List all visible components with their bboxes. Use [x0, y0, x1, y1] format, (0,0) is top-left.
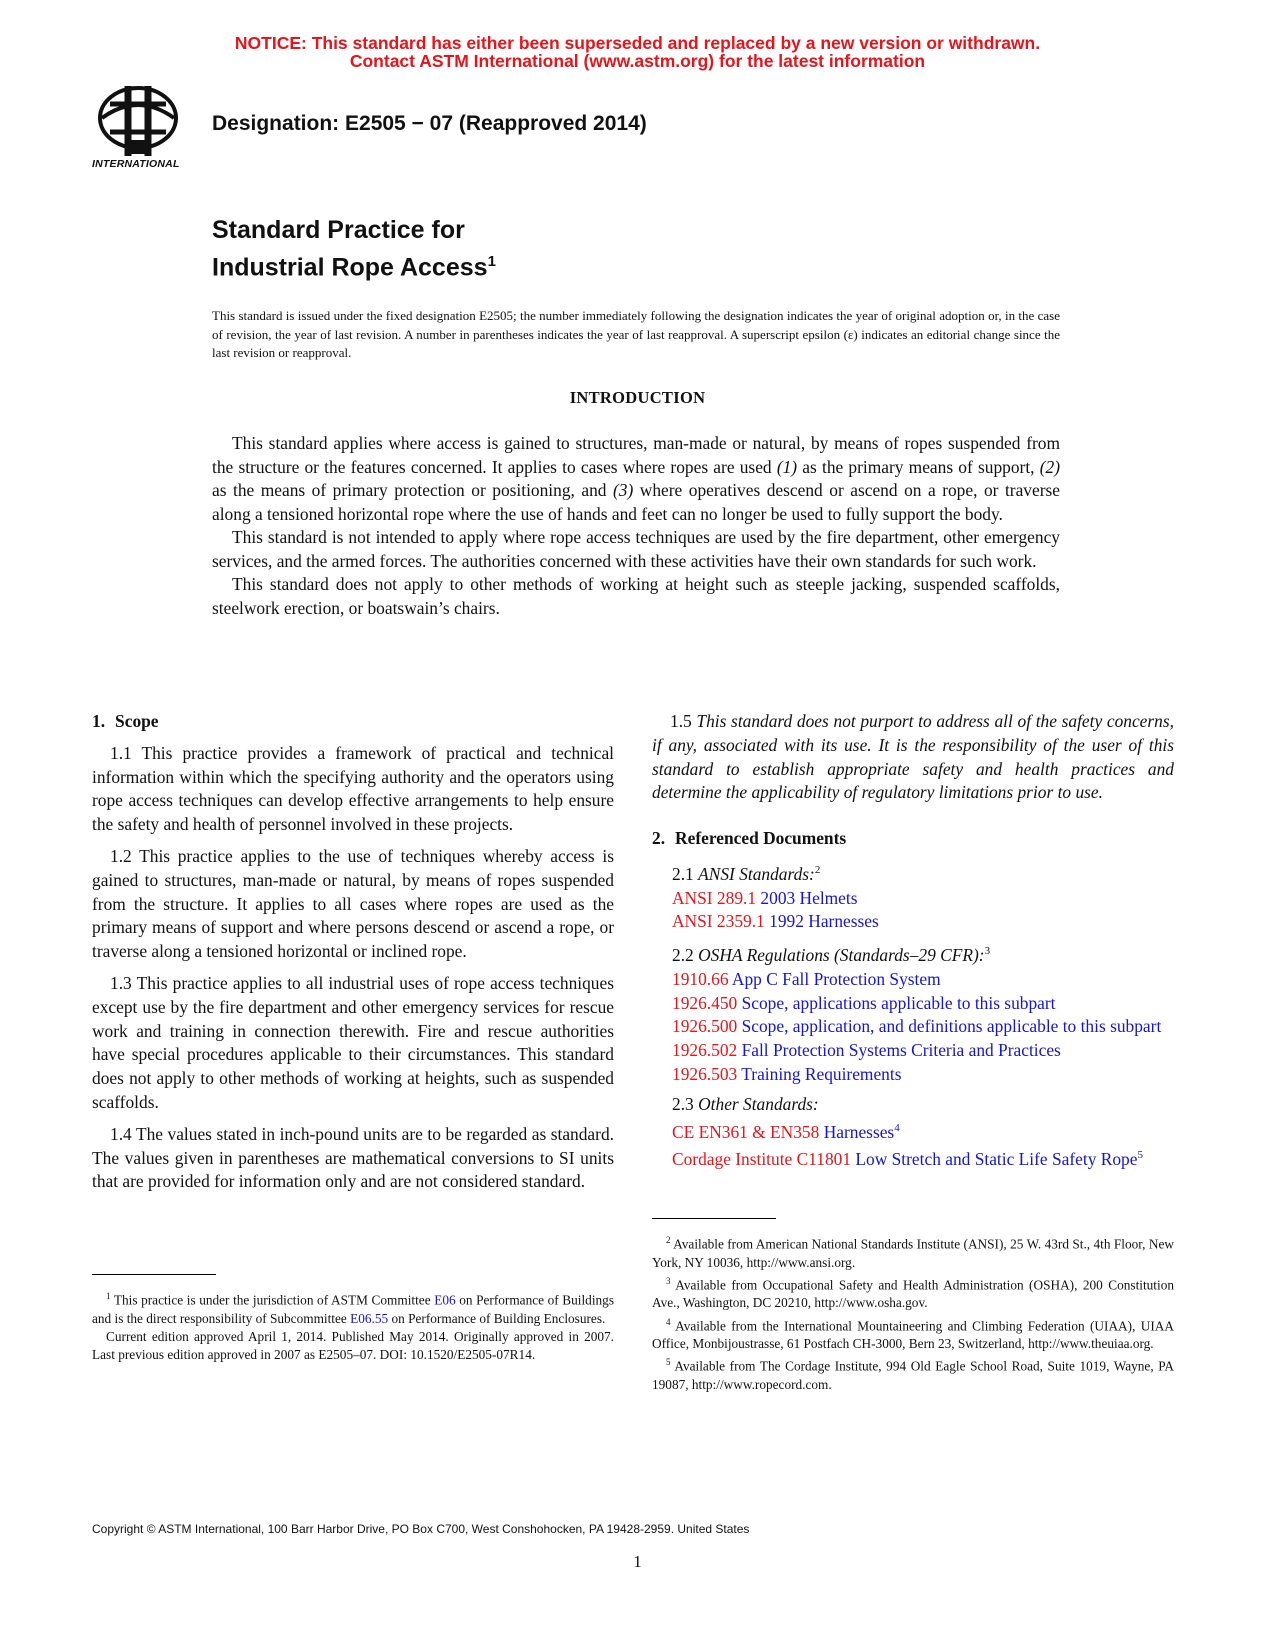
intro-paragraph-3: This standard does not apply to other methods of working at height such as steeple jacking, suspended scaffolds, steelwork erection, or boatswain’s chairs. [212, 574, 1060, 618]
ref-item[interactable]: 1926.450 Scope, applications applicable to this subpart [672, 992, 1056, 1013]
ref-item[interactable]: ANSI 289.1 2003 Helmets [672, 887, 858, 908]
footnote-rule [92, 1274, 216, 1275]
left-column [92, 710, 614, 1202]
scope-1-1: 1.1 This practice provides a framework of practical and technical information within which the specifying authority and the operators using rope access techniques can develop effective arrangements to help ensure the safety and health of personnel involved in these projects. [92, 742, 614, 835]
logo-text: INTERNATIONAL [92, 158, 180, 170]
ref-item[interactable]: Cordage Institute C11801 Low Stretch and Static Life Safety Rope$^5$ [672, 1148, 1143, 1169]
title-line-1: Standard Practice for [212, 216, 465, 244]
issued-statement: This standard is issued under the fixed designation E2505; the number immediately following the designation indicates the year of original adoption or, in the case of revision, the year of last revision. A number in parentheses indicates the year of last reapproval. A superscript epsilon (ε) indicates an editorial change since the last revision or reapproval. [212, 308, 1060, 360]
osha-regulations-label: 2.2 OSHA Regulations (Standards–29 CFR):$^3$ [672, 944, 991, 965]
ref-item[interactable]: ANSI 2359.1 1992 Harnesses [672, 911, 879, 932]
footnote-3: $^3$ Available from Occupational Safety and Health Administration (OSHA), 200 Constitution Ave., Washington, DC 20210, http://www.osha.gov. [652, 1275, 1174, 1311]
ansi-standards-label: 2.1 ANSI Standards:$^2$ [672, 863, 821, 884]
footnote-1-edition: Current edition approved April 1, 2014. Published May 2014. Originally approved in 2007. Last previous edition approved in 2007 as E2505–07. DOI: 10.1520/E2505-07R14. [92, 1328, 614, 1363]
ref-item[interactable]: CE EN361 & EN358 Harnesses$^4$ [672, 1121, 900, 1142]
introduction [212, 432, 1060, 620]
copyright: Copyright © ASTM International, 100 Barr Harbor Drive, PO Box C700, West Conshohocken, PA 19428-2959. United States [92, 1522, 750, 1536]
notice-line-2: Contact ASTM International (www.astm.org) for the latest information [349, 51, 926, 71]
astm-international-logo [88, 82, 200, 178]
intro-paragraph-2: This standard is not intended to apply where rope access techniques are used by the fire department, other emergency services, and the armed forces. The authorities concerned with these activities have their own standards for such work. [212, 527, 1060, 571]
footnote-rule [652, 1218, 776, 1219]
withdrawal-notice [0, 34, 1275, 70]
scope-1-2: 1.2 This practice applies to the use of techniques whereby access is gained to structures, man-made or natural, by means of ropes suspended from the structure. It applies to all cases where ropes are used as the primary means of support and where persons descend or ascend a rope, or traverse along a tensioned horizontal or inclined rope. [92, 845, 614, 962]
page-number: 1 [633, 1552, 642, 1571]
introduction-heading: INTRODUCTION [569, 388, 706, 407]
footnote-2: $^2$ Available from American National Standards Institute (ANSI), 25 W. 43rd St., 4th Floor, New York, NY 10036, http://www.ansi.org. [652, 1235, 1174, 1270]
footnote-4: $^4$ Available from the International Mountaineering and Climbing Federation (UIAA), UIAA Office, Monbijoustrasse, 61 Postfach CH-3000, Bern 23, Switzerland, http://www.theuiaa.org. [652, 1316, 1175, 1352]
title-line-2: Industrial Rope Access [212, 253, 488, 282]
ref-item[interactable]: 1926.503 Training Requirements [672, 1063, 902, 1084]
scope-1-5: 1.5 This standard does not purport to address all of the safety concerns, if any, associated with its use. It is the responsibility of the user of this standard to establish appropriate safety and health practices and determine the applicability of regulatory limitations prior to use. [652, 711, 1174, 803]
footnote-1: $^1$ This practice is under the jurisdiction of ASTM Committee E06 on Performance of Buildings and is the direct responsibility of Subcommittee E06.55 on Performance of Building Enclosures. Current edition approved April 1, 2014. Published May 2014. Originally approved in 2007. Last previous edition approved in 2007 as E2505–07. DOI: 10.1520/E2505-07R14. [92, 1287, 614, 1364]
subcommittee-e06-55-link[interactable]: E06.55 [350, 1310, 389, 1326]
footnotes-right-block [652, 1218, 1174, 1394]
notice-line-1: NOTICE: This standard has either been superseded and replaced by a new version or withdrawn. [234, 33, 1041, 53]
ref-item[interactable]: 1910.66 App C Fall Protection System [672, 968, 941, 989]
footnote-5: $^5$ Available from The Cordage Institute, 994 Old Eagle School Road, Suite 1019, Wayne, PA 19087, http://www.ropecord.com. [652, 1357, 1174, 1393]
section-2-heading: 2. Referenced Documents [652, 828, 847, 849]
right-column [652, 710, 1174, 1172]
other-standards-label: 2.3 Other Standards: [672, 1093, 819, 1114]
scope-1-3: 1.3 This practice applies to all industrial uses of rope access techniques except use by the fire department and other emergency services for rescue work and training in connection therewith. Fire and rescue authorities have special procedures applicable to their circumstances. This standard does not apply to other methods of working at heights, such as suspended scaffolds. [92, 972, 614, 1112]
section-1-heading: 1. Scope [92, 711, 159, 731]
ref-item[interactable]: 1926.500 Scope, application, and definitions applicable to this subpart [672, 1016, 1162, 1037]
title-footnote-mark: 1 [487, 253, 496, 270]
footnote-left-block [92, 1274, 614, 1364]
footnotes-right [652, 1231, 1174, 1394]
scope-1-4: 1.4 The values stated in inch-pound units are to be regarded as standard. The values given in parentheses are mathematical conversions to SI units that are provided for information only and are not considered standard. [92, 1123, 614, 1192]
designation: Designation: E2505 − 07 (Reapproved 2014) [212, 112, 647, 135]
committee-e06-link[interactable]: E06 [434, 1292, 456, 1308]
ref-item[interactable]: 1926.502 Fall Protection Systems Criteria and Practices [672, 1040, 1061, 1061]
page-title [212, 214, 496, 283]
intro-paragraph-1: This standard applies where access is gained to structures, man-made or natural, by means of ropes suspended from the structure or the features concerned. It applies to cases where ropes are used (1) as the primary means of support, (2) as the means of primary protection or positioning, and (3) where operatives descend or ascend on a rope, or traverse along a tensioned horizontal rope where the use of hands and feet can no longer be used to fully support the body. [212, 433, 1060, 524]
